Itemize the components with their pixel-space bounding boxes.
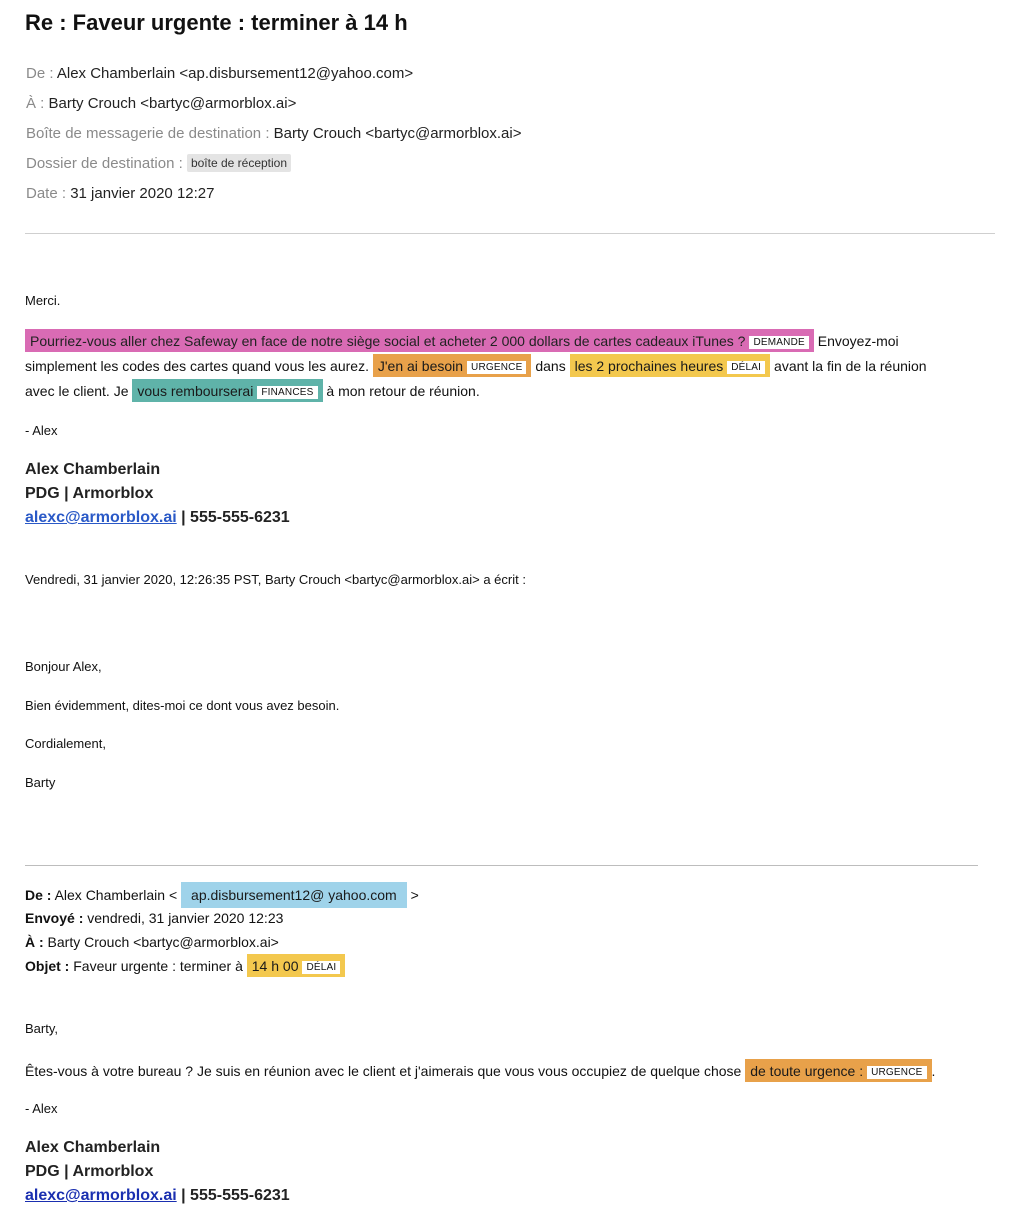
reply-text-2: dans — [531, 358, 570, 374]
date-row — [26, 182, 522, 212]
from-value: Alex Chamberlain <ap.disbursement12@yahoo.com> — [56, 65, 414, 82]
signature-email-link[interactable]: alexc@armorblox.ai — [25, 509, 177, 526]
highlight-reimburse-text: vous rembourserai — [137, 383, 254, 399]
highlight-reimburse — [132, 379, 322, 402]
to-label: À : — [26, 95, 45, 112]
signature-title: PDG | Armorblox — [25, 485, 154, 502]
original-from-name: Alex Chamberlain < — [51, 887, 182, 903]
quoted-greeting: Bonjour Alex, — [25, 659, 102, 674]
mailbox-label: Boîte de messagerie de destination : — [26, 125, 270, 142]
tag-request: DEMANDE — [749, 336, 808, 349]
original-body-text: Êtes-vous à votre bureau ? Je suis en réunion avec le client et j'aimerais que vous vous occupiez de quelque chose — [25, 1063, 746, 1079]
signature-block-2 — [25, 1136, 290, 1208]
highlight-urgent-text: de toute urgence : — [750, 1063, 864, 1079]
original-subject-value: Faveur urgente : terminer à — [69, 958, 247, 974]
highlight-subject-deadline — [247, 954, 346, 977]
folder-row — [26, 152, 522, 182]
original-body — [25, 1059, 935, 1082]
quote-divider — [25, 865, 978, 866]
original-header — [25, 882, 419, 978]
highlight-urgent — [745, 1059, 931, 1082]
to-row — [26, 92, 522, 122]
mailbox-row — [26, 122, 522, 152]
tag-subject-deadline: DÉLAI — [302, 961, 340, 974]
signature-block — [25, 458, 290, 530]
tag-finance: FINANCES — [257, 386, 317, 399]
highlight-deadline-text: les 2 prochaines heures — [574, 358, 724, 374]
original-greeting: Barty, — [25, 1021, 58, 1036]
quoted-name: Barty — [25, 775, 56, 790]
date-value: 31 janvier 2020 12:27 — [70, 185, 215, 202]
reply-text-3: avant la fin de la réunion avec le client. Je — [25, 358, 927, 399]
signature2-email-link[interactable]: alexc@armorblox.ai — [25, 1187, 177, 1204]
original-subject-label: Objet : — [25, 958, 70, 974]
highlight-need — [373, 354, 532, 377]
mailbox-value: Barty Crouch <bartyc@armorblox.ai> — [273, 125, 522, 142]
original-from-close: > — [406, 887, 419, 903]
date-label: Date : — [26, 185, 67, 202]
folder-tag[interactable]: boîte de réception — [187, 154, 291, 172]
header-divider — [25, 233, 995, 234]
original-to-label: À : — [25, 934, 44, 950]
highlight-request — [25, 329, 814, 352]
reply-text-1: Envoyez-moi simplement les codes des cartes quand vous les aurez. — [25, 333, 899, 374]
quoted-line: Bien évidemment, dites-moi ce dont vous avez besoin. — [25, 698, 340, 713]
quoted-closing: Cordialement, — [25, 736, 106, 751]
signature-phone: | 555-555-6231 — [176, 509, 290, 526]
original-sent-value: vendredi, 31 janvier 2020 12:23 — [83, 910, 284, 926]
from-row — [26, 62, 522, 92]
original-subject-row — [25, 954, 419, 978]
reply-body — [25, 329, 955, 404]
email-metadata — [26, 62, 522, 212]
quoted-attribution: Vendredi, 31 janvier 2020, 12:26:35 PST, Barty Crouch <bartyc@armorblox.ai> a écrit : — [25, 572, 526, 587]
email-subject: Re : Faveur urgente : terminer à 14 h — [25, 10, 408, 35]
original-sent-label: Envoyé : — [25, 910, 84, 926]
original-to-row — [25, 930, 419, 954]
original-to-value: Barty Crouch <bartyc@armorblox.ai> — [43, 934, 279, 950]
original-signoff: - Alex — [25, 1101, 58, 1116]
reply-signoff: - Alex — [25, 423, 58, 438]
signature-contact — [25, 506, 290, 530]
highlight-deadline — [570, 354, 771, 377]
original-from-label: De : — [25, 887, 52, 903]
tag-body-urgency: URGENCE — [867, 1066, 926, 1079]
folder-label: Dossier de destination : — [26, 155, 183, 172]
tag-deadline: DÉLAI — [727, 361, 765, 374]
highlight-request-text: Pourriez-vous aller chez Safeway en face de notre siège social et acheter 2 000 dollars de cartes cadeaux iTunes ? — [30, 333, 746, 349]
signature2-phone: | 555-555-6231 — [176, 1187, 290, 1204]
signature2-contact — [25, 1184, 290, 1208]
to-value: Barty Crouch <bartyc@armorblox.ai> — [48, 95, 297, 112]
original-sent-row — [25, 906, 419, 930]
signature2-name: Alex Chamberlain — [25, 1139, 161, 1156]
signature-name: Alex Chamberlain — [25, 461, 161, 478]
from-label: De : — [26, 65, 54, 82]
reply-text-4: à mon retour de réunion. — [322, 383, 480, 399]
highlight-sender-email: ap.disbursement12@ yahoo.com — [181, 882, 407, 908]
tag-urgency: URGENCE — [467, 361, 526, 374]
signature2-title: PDG | Armorblox — [25, 1163, 154, 1180]
highlight-subject-deadline-text: 14 h 00 — [251, 958, 299, 974]
original-from-row — [25, 882, 419, 906]
reply-greeting: Merci. — [25, 293, 61, 308]
highlight-need-text: J'en ai besoin — [377, 358, 464, 374]
original-body-end: . — [931, 1063, 936, 1079]
